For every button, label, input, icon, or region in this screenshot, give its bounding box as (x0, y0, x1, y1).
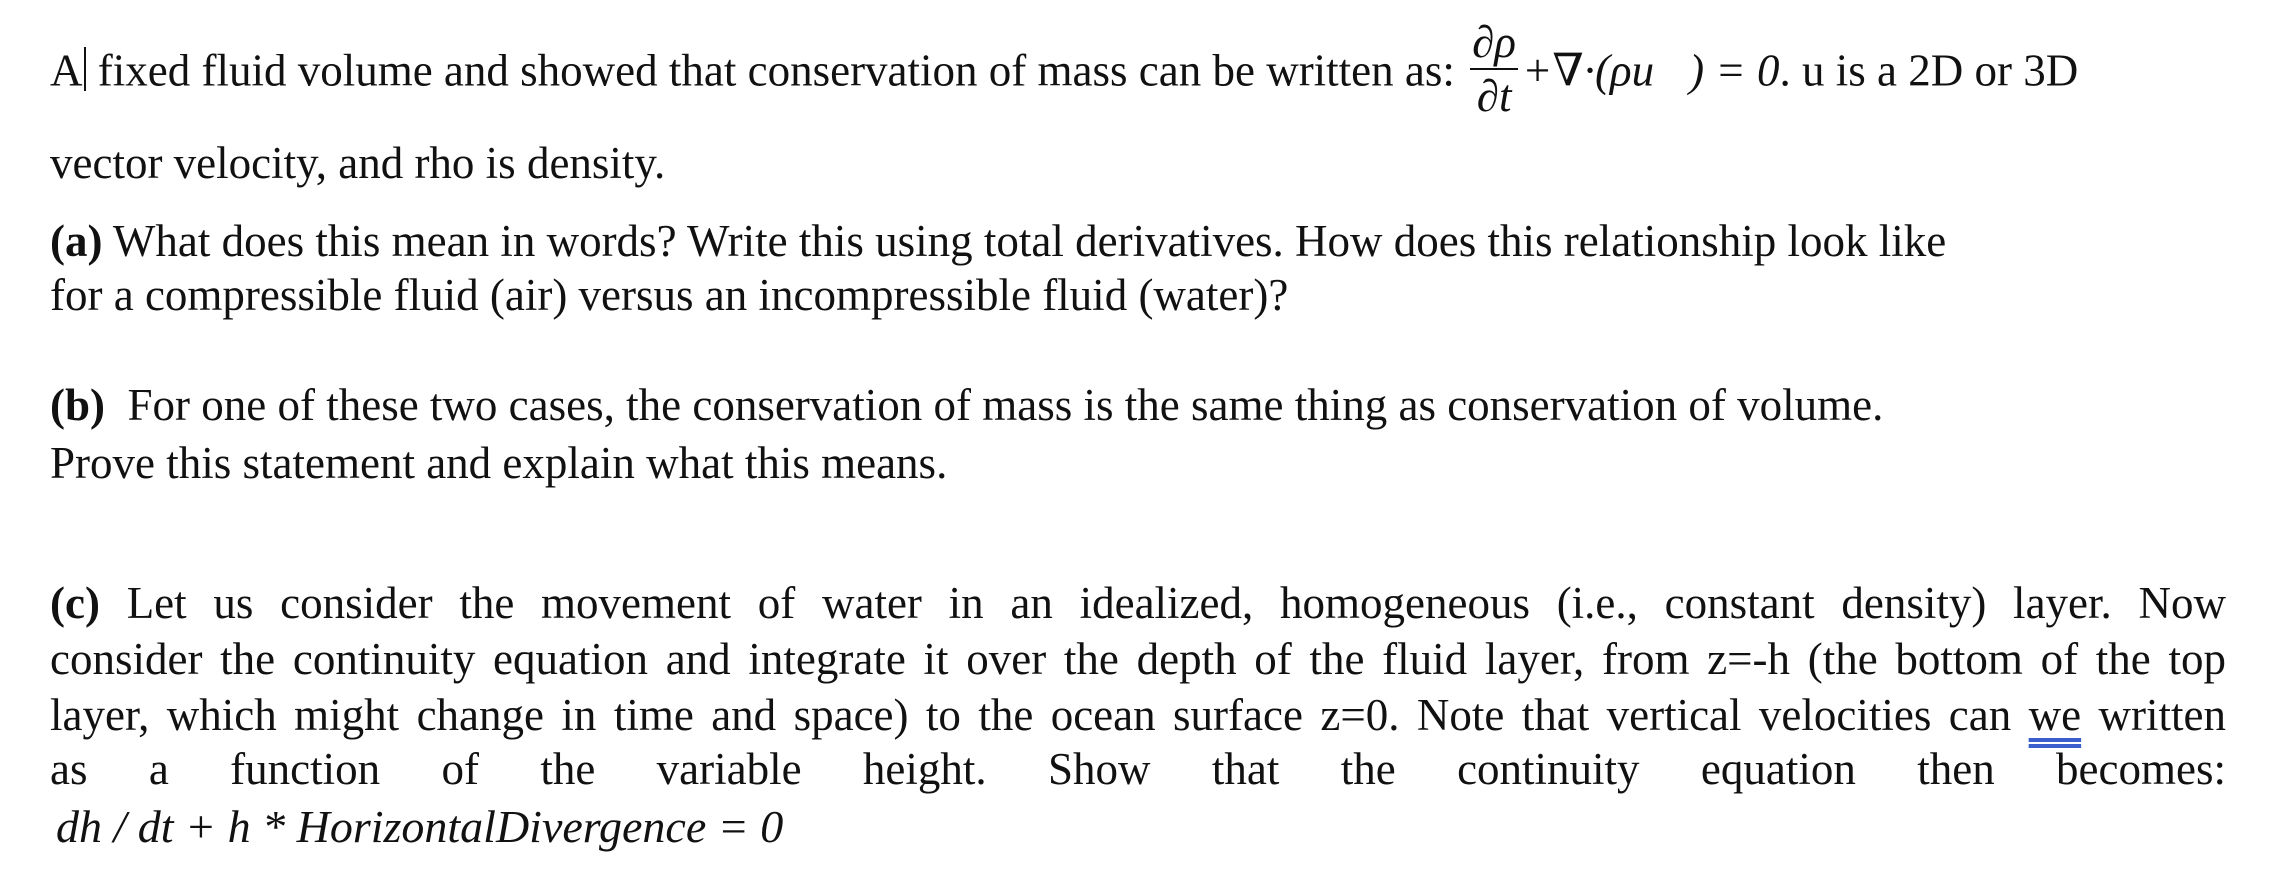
part-c-text-3b: written (2081, 690, 2226, 740)
part-c-line-4: as a function of the variable height. Show that the continuity equation then becomes: (50, 744, 2226, 794)
part-a-label: (a) (50, 216, 103, 266)
part-a-line-2: for a compressible fluid (air) versus an incompressible fluid (water)? (50, 270, 1289, 320)
intro-line-2: vector velocity, and rho is density. (50, 138, 666, 188)
part-b-text-1: For one of these two cases, the conservation of mass is the same thing as conservation of volume. (105, 380, 1884, 430)
part-c-line-3 (50, 688, 2226, 742)
grammar-flagged-word[interactable]: we (2028, 690, 2082, 740)
partial-derivative-fraction (1470, 16, 1518, 122)
part-b-line-1 (50, 378, 1883, 432)
part-c-label: (c) (50, 578, 100, 628)
part-c-line-1 (50, 576, 2226, 630)
continuity-equation-rest: +∇·(ρu⃗) = 0 (1522, 45, 1780, 96)
part-c-line-2: consider the continuity equation and integrate it over the depth of the fluid layer, from z=-h (the bottom of the top (50, 634, 2226, 684)
part-c-text-1: Let us consider the movement of water in an idealized, homogeneous (i.e., constant density) layer. Now (99, 578, 2226, 628)
part-b-line-2: Prove this statement and explain what this means. (50, 438, 948, 488)
part-b-label: (b) (50, 380, 105, 430)
intro-text-c: . u is a 2D or 3D (1779, 45, 2079, 96)
part-a-line-1 (50, 214, 1946, 268)
text-cursor (84, 47, 86, 91)
intro-text-b: fixed fluid volume and showed that conservation of mass can be written as: (86, 45, 1467, 96)
intro-line-1 (50, 17, 2079, 128)
depth-integrated-equation: dh / dt + h * HorizontalDivergence = 0 (56, 801, 784, 852)
part-a-text-1: What does this mean in words? Write this using total derivatives. How does this relationship look like (102, 216, 1947, 266)
fraction-denominator: ∂t (1476, 71, 1512, 121)
fraction-numerator: ∂ρ (1470, 16, 1518, 70)
intro-text-a: A (50, 45, 83, 96)
part-c-text-3a: layer, which might change in time and space) to the ocean surface z=0. Note that vertical velocities can (50, 690, 2029, 740)
